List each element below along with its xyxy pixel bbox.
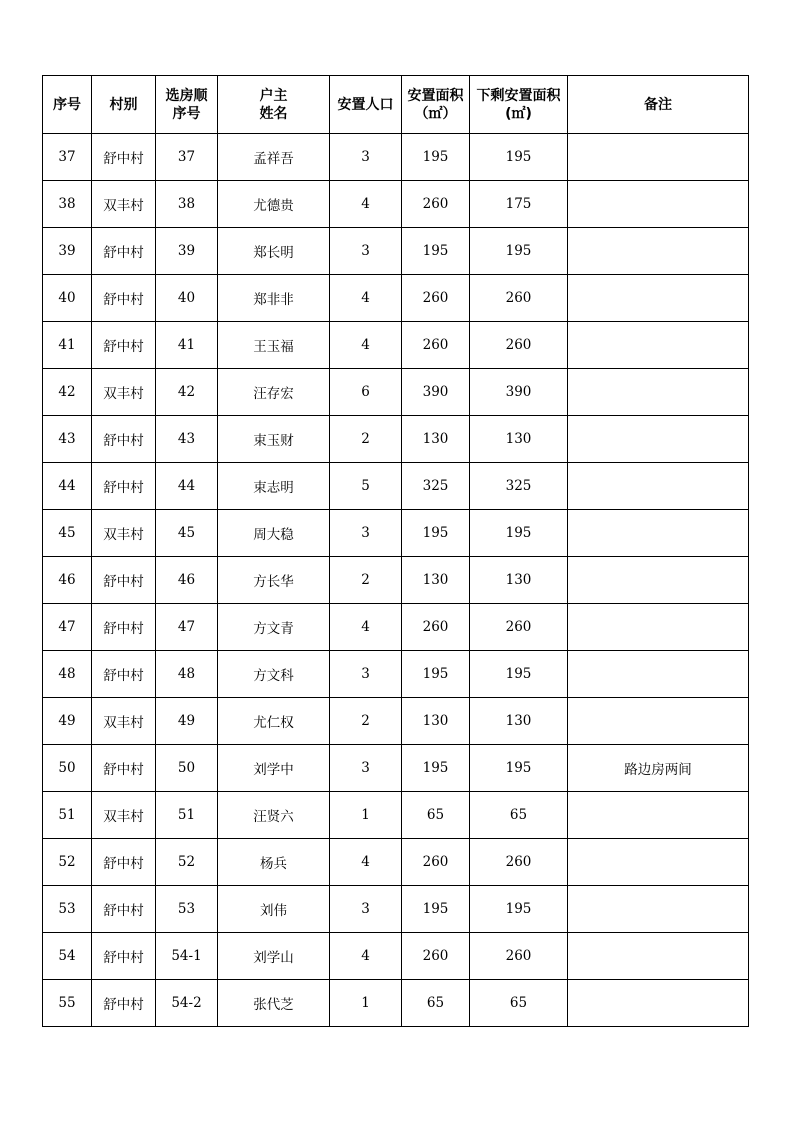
cell-village: 舒中村	[92, 839, 156, 886]
header-selection-order-line1: 选房顺	[165, 87, 208, 104]
cell-owner-name: 尤仁权	[218, 698, 330, 745]
cell-remark	[568, 463, 749, 510]
cell-remaining-area: 65	[470, 980, 568, 1027]
cell-village: 舒中村	[92, 134, 156, 181]
resettlement-table	[42, 75, 749, 1027]
cell-area: 260	[402, 275, 470, 322]
header-area	[402, 76, 470, 134]
table-row	[43, 933, 749, 980]
cell-village: 舒中村	[92, 416, 156, 463]
cell-selection-order: 50	[156, 745, 218, 792]
cell-remaining-area: 195	[470, 745, 568, 792]
cell-remark	[568, 557, 749, 604]
cell-owner-name: 孟祥吾	[218, 134, 330, 181]
cell-area: 130	[402, 416, 470, 463]
cell-remaining-area: 195	[470, 886, 568, 933]
header-owner-name-line1: 户主	[259, 87, 288, 104]
cell-village: 舒中村	[92, 228, 156, 275]
cell-population: 1	[330, 980, 402, 1027]
header-row	[43, 76, 749, 134]
header-owner-name	[218, 76, 330, 134]
table-row	[43, 463, 749, 510]
table-row	[43, 134, 749, 181]
cell-owner-name: 方长华	[218, 557, 330, 604]
cell-selection-order: 54-1	[156, 933, 218, 980]
header-population: 安置人口	[330, 76, 402, 134]
cell-remark: 路边房两间	[568, 745, 749, 792]
cell-remark	[568, 416, 749, 463]
table-row	[43, 980, 749, 1027]
cell-remaining-area: 175	[470, 181, 568, 228]
cell-village: 舒中村	[92, 651, 156, 698]
cell-remark	[568, 369, 749, 416]
cell-selection-order: 48	[156, 651, 218, 698]
cell-village: 双丰村	[92, 369, 156, 416]
cell-seq: 42	[43, 369, 92, 416]
header-seq: 序号	[43, 76, 92, 134]
cell-owner-name: 刘伟	[218, 886, 330, 933]
cell-village: 舒中村	[92, 557, 156, 604]
cell-remark	[568, 886, 749, 933]
table-row	[43, 604, 749, 651]
cell-area: 260	[402, 322, 470, 369]
table-row	[43, 510, 749, 557]
cell-seq: 52	[43, 839, 92, 886]
cell-selection-order: 41	[156, 322, 218, 369]
cell-area: 195	[402, 651, 470, 698]
table-row	[43, 745, 749, 792]
cell-area: 260	[402, 839, 470, 886]
cell-population: 2	[330, 416, 402, 463]
table-row	[43, 557, 749, 604]
cell-area: 260	[402, 604, 470, 651]
table-row	[43, 181, 749, 228]
cell-owner-name: 汪存宏	[218, 369, 330, 416]
cell-village: 舒中村	[92, 604, 156, 651]
cell-population: 3	[330, 745, 402, 792]
cell-population: 4	[330, 839, 402, 886]
cell-owner-name: 王玉福	[218, 322, 330, 369]
cell-remaining-area: 260	[470, 604, 568, 651]
cell-seq: 50	[43, 745, 92, 792]
cell-owner-name: 郑长明	[218, 228, 330, 275]
cell-population: 4	[330, 322, 402, 369]
cell-seq: 53	[43, 886, 92, 933]
cell-seq: 55	[43, 980, 92, 1027]
cell-village: 双丰村	[92, 792, 156, 839]
cell-remark	[568, 134, 749, 181]
cell-village: 舒中村	[92, 463, 156, 510]
cell-remaining-area: 195	[470, 651, 568, 698]
cell-owner-name: 张代芝	[218, 980, 330, 1027]
cell-selection-order: 39	[156, 228, 218, 275]
table-row	[43, 651, 749, 698]
cell-seq: 46	[43, 557, 92, 604]
cell-owner-name: 刘学中	[218, 745, 330, 792]
cell-population: 2	[330, 557, 402, 604]
cell-seq: 48	[43, 651, 92, 698]
cell-selection-order: 54-2	[156, 980, 218, 1027]
cell-seq: 45	[43, 510, 92, 557]
cell-seq: 54	[43, 933, 92, 980]
cell-selection-order: 37	[156, 134, 218, 181]
cell-seq: 44	[43, 463, 92, 510]
cell-village: 双丰村	[92, 181, 156, 228]
cell-selection-order: 52	[156, 839, 218, 886]
cell-selection-order: 43	[156, 416, 218, 463]
cell-selection-order: 44	[156, 463, 218, 510]
cell-remark	[568, 275, 749, 322]
cell-population: 4	[330, 604, 402, 651]
cell-population: 4	[330, 933, 402, 980]
cell-owner-name: 刘学山	[218, 933, 330, 980]
cell-owner-name: 束志明	[218, 463, 330, 510]
cell-remaining-area: 130	[470, 557, 568, 604]
cell-area: 195	[402, 228, 470, 275]
cell-population: 2	[330, 698, 402, 745]
cell-village: 双丰村	[92, 510, 156, 557]
cell-selection-order: 38	[156, 181, 218, 228]
cell-owner-name: 杨兵	[218, 839, 330, 886]
cell-remaining-area: 195	[470, 510, 568, 557]
cell-remaining-area: 260	[470, 933, 568, 980]
cell-selection-order: 53	[156, 886, 218, 933]
cell-village: 舒中村	[92, 745, 156, 792]
header-selection-order-line2: 序号	[172, 105, 201, 122]
cell-owner-name: 郑非非	[218, 275, 330, 322]
table-row	[43, 228, 749, 275]
header-area-line2: （㎡）	[414, 105, 457, 122]
table-row	[43, 275, 749, 322]
cell-remaining-area: 260	[470, 839, 568, 886]
cell-area: 195	[402, 134, 470, 181]
cell-remaining-area: 260	[470, 275, 568, 322]
cell-area: 130	[402, 557, 470, 604]
cell-area: 65	[402, 792, 470, 839]
table-row	[43, 698, 749, 745]
cell-area: 195	[402, 886, 470, 933]
table-body	[43, 134, 749, 1027]
cell-village: 舒中村	[92, 980, 156, 1027]
cell-seq: 39	[43, 228, 92, 275]
cell-selection-order: 40	[156, 275, 218, 322]
header-remaining-area	[470, 76, 568, 134]
cell-village: 舒中村	[92, 886, 156, 933]
cell-owner-name: 周大稳	[218, 510, 330, 557]
cell-owner-name: 方文青	[218, 604, 330, 651]
cell-seq: 47	[43, 604, 92, 651]
cell-population: 6	[330, 369, 402, 416]
cell-remark	[568, 322, 749, 369]
cell-area: 130	[402, 698, 470, 745]
cell-area: 390	[402, 369, 470, 416]
table-row	[43, 792, 749, 839]
cell-owner-name: 尤德贵	[218, 181, 330, 228]
cell-remaining-area: 65	[470, 792, 568, 839]
cell-selection-order: 46	[156, 557, 218, 604]
header-selection-order	[156, 76, 218, 134]
cell-selection-order: 51	[156, 792, 218, 839]
cell-area: 325	[402, 463, 470, 510]
header-remaining-area-line1: 下剩安置面积	[476, 87, 561, 104]
cell-owner-name: 汪贤六	[218, 792, 330, 839]
cell-area: 195	[402, 745, 470, 792]
table-row	[43, 369, 749, 416]
cell-village: 双丰村	[92, 698, 156, 745]
cell-population: 3	[330, 510, 402, 557]
cell-village: 舒中村	[92, 322, 156, 369]
cell-seq: 49	[43, 698, 92, 745]
cell-selection-order: 42	[156, 369, 218, 416]
cell-remaining-area: 325	[470, 463, 568, 510]
cell-owner-name: 方文科	[218, 651, 330, 698]
cell-owner-name: 束玉财	[218, 416, 330, 463]
table-row	[43, 839, 749, 886]
header-owner-name-line2: 姓名	[259, 105, 288, 122]
table-row	[43, 886, 749, 933]
header-area-line1: 安置面积	[407, 87, 464, 104]
cell-village: 舒中村	[92, 275, 156, 322]
table-row	[43, 416, 749, 463]
cell-seq: 41	[43, 322, 92, 369]
cell-selection-order: 47	[156, 604, 218, 651]
cell-seq: 43	[43, 416, 92, 463]
cell-population: 3	[330, 651, 402, 698]
cell-population: 5	[330, 463, 402, 510]
cell-remaining-area: 260	[470, 322, 568, 369]
header-remaining-area-line2: (㎡)	[505, 105, 532, 122]
cell-remark	[568, 980, 749, 1027]
cell-remark	[568, 181, 749, 228]
cell-remaining-area: 390	[470, 369, 568, 416]
cell-seq: 51	[43, 792, 92, 839]
cell-remark	[568, 651, 749, 698]
cell-population: 4	[330, 181, 402, 228]
cell-seq: 37	[43, 134, 92, 181]
cell-population: 1	[330, 792, 402, 839]
cell-selection-order: 49	[156, 698, 218, 745]
cell-area: 260	[402, 181, 470, 228]
cell-remaining-area: 130	[470, 698, 568, 745]
cell-remark	[568, 604, 749, 651]
cell-population: 3	[330, 134, 402, 181]
cell-remark	[568, 510, 749, 557]
header-village: 村别	[92, 76, 156, 134]
cell-seq: 40	[43, 275, 92, 322]
cell-remark	[568, 792, 749, 839]
cell-area: 65	[402, 980, 470, 1027]
cell-selection-order: 45	[156, 510, 218, 557]
cell-seq: 38	[43, 181, 92, 228]
cell-remaining-area: 195	[470, 228, 568, 275]
cell-remark	[568, 698, 749, 745]
cell-area: 260	[402, 933, 470, 980]
cell-population: 4	[330, 275, 402, 322]
cell-remark	[568, 228, 749, 275]
cell-remaining-area: 195	[470, 134, 568, 181]
table-row	[43, 322, 749, 369]
cell-remark	[568, 933, 749, 980]
cell-area: 195	[402, 510, 470, 557]
cell-village: 舒中村	[92, 933, 156, 980]
header-remark: 备注	[568, 76, 749, 134]
cell-population: 3	[330, 886, 402, 933]
cell-remark	[568, 839, 749, 886]
cell-population: 3	[330, 228, 402, 275]
cell-remaining-area: 130	[470, 416, 568, 463]
